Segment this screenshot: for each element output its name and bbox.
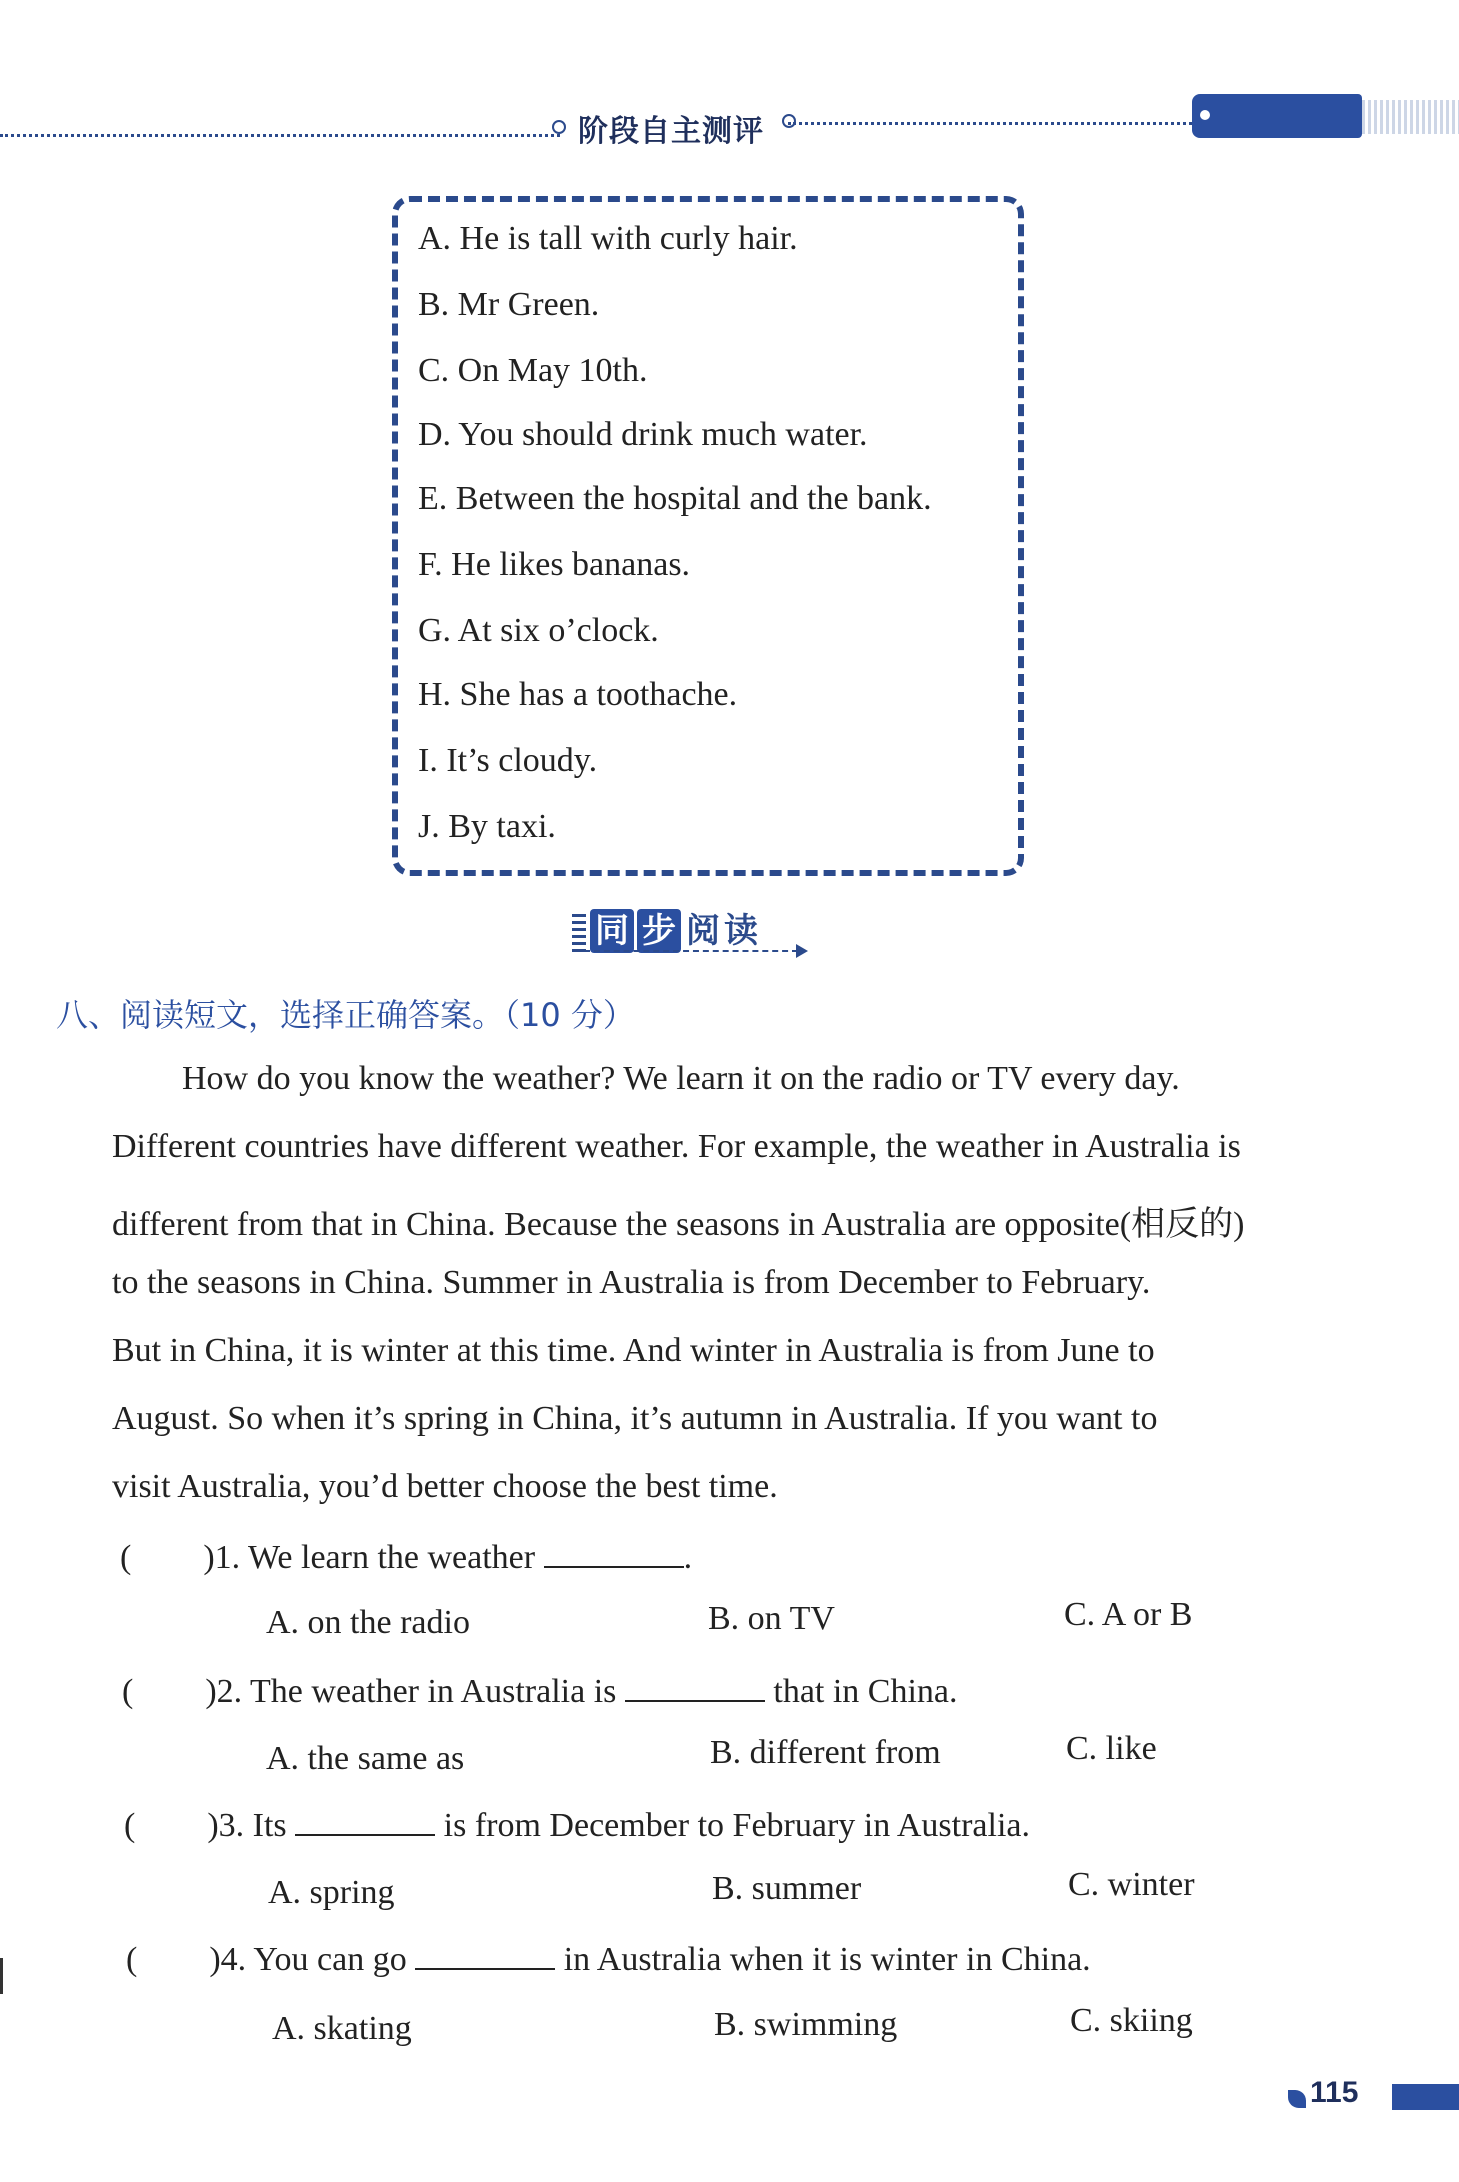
question-2 <box>122 1672 958 1711</box>
page-number-bar <box>1392 2084 1459 2110</box>
question-4-choice-a: A. skating <box>272 2010 412 2047</box>
header-dot-left <box>552 120 566 134</box>
header-rule-left <box>0 134 560 137</box>
header-stripes <box>1362 100 1459 134</box>
question-1-choice-a: A. on the radio <box>266 1604 470 1641</box>
badge-stripes <box>572 910 586 952</box>
question-2-paren: ( <box>122 1673 134 1710</box>
question-4 <box>126 1940 1091 1979</box>
edge-mark <box>0 1958 3 1994</box>
page-number: 115 <box>1310 2076 1359 2109</box>
question-1 <box>120 1538 692 1577</box>
option-g: G. At six o’clock. <box>418 612 659 649</box>
section-badge <box>572 906 760 956</box>
passage-line-3: different from that in China. Because the seasons in Australia are opposite(相反的) <box>112 1206 1245 1243</box>
badge-arrow-line <box>584 950 798 952</box>
question-3-blank <box>295 1806 435 1836</box>
passage-line-7: visit Australia, you’d better choose the best time. <box>112 1468 778 1505</box>
header-tab <box>1192 94 1362 138</box>
option-j: J. By taxi. <box>418 808 556 845</box>
option-f: F. He likes bananas. <box>418 546 691 583</box>
option-c: C. On May 10th. <box>418 352 648 389</box>
passage-line-1: How do you know the weather? We learn it on the radio or TV every day. <box>182 1060 1180 1097</box>
question-4-stem: )4. You can go <box>209 1941 407 1978</box>
question-3-choice-c: C. winter <box>1068 1866 1195 1903</box>
passage-line-2: Different countries have different weather. For example, the weather in Australia is <box>112 1128 1241 1165</box>
question-4-choice-c: C. skiing <box>1070 2002 1193 2039</box>
question-4-blank <box>415 1940 555 1970</box>
question-2-blank <box>625 1672 765 1702</box>
header-dot-right <box>782 114 796 128</box>
header-title: 阶段自主测评 <box>578 114 764 149</box>
question-2-tail: that in China. <box>773 1673 958 1710</box>
page-number-block <box>1300 2076 1459 2116</box>
option-e: E. Between the hospital and the bank. <box>418 480 932 517</box>
arrow-right-icon <box>796 944 808 958</box>
option-a: A. He is tall with curly hair. <box>418 220 798 257</box>
question-4-tail: in Australia when it is winter in China. <box>563 1941 1091 1978</box>
question-1-choice-b: B. on TV <box>708 1600 835 1637</box>
question-3-tail: is from December to February in Australia. <box>443 1807 1030 1844</box>
question-2-choice-b: B. different from <box>710 1734 941 1771</box>
badge-char-3: 阅 <box>686 911 720 951</box>
badge-char-1: 同 <box>590 909 634 953</box>
question-3-stem: )3. Its <box>207 1807 287 1844</box>
question-3-paren: ( <box>124 1807 136 1844</box>
badge-char-4: 读 <box>724 911 758 951</box>
question-3 <box>124 1806 1030 1845</box>
question-1-stem: )1. We learn the weather <box>203 1539 536 1576</box>
question-3-choice-b: B. summer <box>712 1870 862 1907</box>
header-rule-right <box>788 122 1198 125</box>
header-tab-hole <box>1200 110 1210 120</box>
options-box <box>392 196 1024 876</box>
question-1-choice-c: C. A or B <box>1064 1596 1193 1633</box>
question-1-tail: . <box>683 1539 693 1576</box>
option-i: I. It’s cloudy. <box>418 742 598 779</box>
question-4-choice-b: B. swimming <box>714 2006 898 2043</box>
option-h: H. She has a toothache. <box>418 676 738 713</box>
question-3-choice-a: A. spring <box>268 1874 395 1911</box>
question-1-paren: ( <box>120 1539 132 1576</box>
badge-char-2: 步 <box>637 909 681 953</box>
question-4-paren: ( <box>126 1941 138 1978</box>
question-2-choice-a: A. the same as <box>266 1740 465 1777</box>
option-d: D. You should drink much water. <box>418 416 868 453</box>
option-b: B. Mr Green. <box>418 286 600 323</box>
section-title: 八、阅读短文，选择正确答案。（10 分） <box>56 996 635 1034</box>
passage-line-5: But in China, it is winter at this time. And winter in Australia is from June to <box>112 1332 1155 1369</box>
question-2-stem: )2. The weather in Australia is <box>205 1673 617 1710</box>
passage-line-4: to the seasons in China. Summer in Australia is from December to February. <box>112 1264 1151 1301</box>
passage-line-6: August. So when it’s spring in China, it’s autumn in Australia. If you want to <box>112 1400 1158 1437</box>
question-2-choice-c: C. like <box>1066 1730 1157 1767</box>
question-1-blank <box>544 1538 684 1568</box>
